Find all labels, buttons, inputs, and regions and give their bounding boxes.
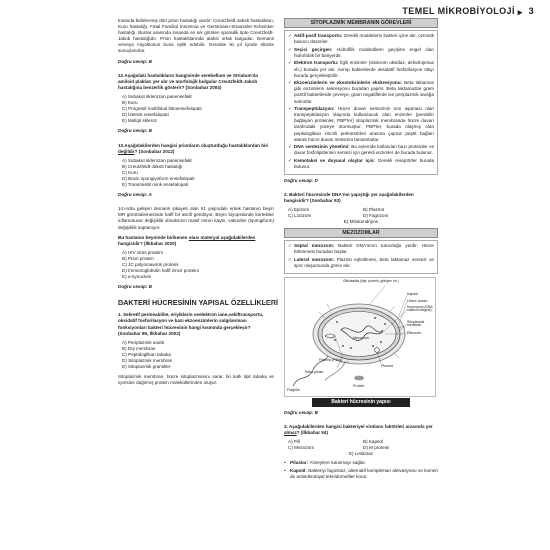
item-term: Kemotaksi ve duyusal olaylar için: [294, 157, 375, 163]
label-ribozom: Ribozom [407, 330, 422, 335]
option: A) HIV virüs proteini [122, 249, 163, 255]
label-glikokaliks: Glikokaliks (lipit, protein, glikojen vb.) [343, 278, 399, 283]
item-term: Septal mezozom: [294, 243, 335, 249]
question-1: 1. Sekretif permeabilite, eriyiklerin veelektron iane,sekiftransportu, oksidatif fosforilasyon ve bazı ekzoenzimlerin salgılanması fonksiyonları bakteri hücresinin hangi kısmında gerçekleşir? (Sonbahar 89, İlkbahar 2002) [118, 312, 264, 336]
question-12: 12.Aşağıdaki hastalıkların hangisinde serebellum ve Striatum'da amiloid plakları yer alır ve morfolojik bulgular Creutzfeldt-Jakob hastalığına benzerlik gösterir? (Sonbahar 2004) [118, 72, 258, 90]
option: C) Lizozom [288, 212, 312, 218]
label-plazmit: Plazmit [381, 363, 393, 368]
running-header [402, 6, 534, 16]
info-box [284, 30, 438, 174]
item-term: Lateral mezozom: [294, 256, 335, 262]
info-box-title: SİTOPLAZMİK MEMBRANIN GÖREVLERİ [284, 18, 438, 28]
membrane-shape [322, 311, 396, 356]
label-hucre-duvari: Hücre duvarı [407, 298, 428, 303]
question-2: 2. Bakteri hücresinde DNA'nın yapıştığı yer aşağıdakilerden hangisidir? (Sonbahar 92) [284, 191, 414, 203]
question-1-options [118, 340, 274, 370]
check-item [288, 33, 434, 45]
answer-line: Doğru cevap: B [118, 284, 152, 290]
question-source: hangisidir? (İlkbahar 2020) [118, 240, 177, 246]
item-term: Elektron transportu: [294, 60, 339, 66]
option: C) Peptidoglikan tabaka [122, 351, 171, 357]
item-term: Aktif-pasif transportu: [294, 33, 343, 39]
check-item [288, 106, 434, 143]
label-kromozom: Kromozom (DNA nükleoit bölgesi) [407, 304, 433, 313]
option: C) Kuru [122, 169, 138, 175]
option: A) Subakut sklerozan panensefalit [122, 157, 192, 163]
check-item [288, 158, 434, 170]
question-3-options [284, 439, 438, 451]
check-item [288, 80, 434, 104]
option: E) Multipl skleroz [122, 118, 157, 124]
question-source: ? (İlkbahar 94) [296, 429, 328, 435]
option: A) Pili [288, 438, 300, 444]
item-term: DNA sentezinin yönetimi: [294, 144, 350, 150]
item-desc: Gerekli reseptörler burada bulunur. [294, 157, 435, 169]
option: B) Creutzfeldt-Jakob hastalığı [122, 163, 183, 169]
option: A) Subakut sklerozan panensefalit [122, 93, 192, 99]
question-14-case: 14.Hızla gelişen demans şikayeti olan 61 yaşındaki erkek hastanın beyin MR görüntülemesinde hafif bir atrofi görülüyor. Beyin biyopsisinde kortekste inflamatuvar değişiklik olmaksızın masif nöron kaybı, vakuoller (spongiform) değişiklik saptanıyor. [118, 206, 274, 230]
intro-paragraph: İnsanda belirlenmiş dört prion hastalığı vardır: Creutzfeldt-Jakob hastalıkları, Kuru hastalığı, Fatal Familial İnsomnia ve Gerstmann-Straussler-Scheinker hastalığı. Bunlar arasında insanda en sık görülen sporadik tipte Creutzfeldt-Jakob hastalığıdır. Prion hastalıklarında ataksi ortak bulgudur. Demans ve/veya miyoklonus buna eşlik edebilir. Genelde iki yıl içinde ölümle sonuçlanırlar. [118, 18, 274, 54]
question-14-options [118, 250, 274, 280]
option: E) Lesitinaz [348, 451, 373, 457]
question-text: 3. Aşağıdakilerden hangisi bakteriyel virülans faktörleri arasında yer [284, 423, 433, 429]
option: A) Epizom [288, 206, 310, 212]
left-column [118, 18, 279, 390]
note-desc: Yüzeylere tutunmayı sağlar. [308, 460, 367, 466]
page-number: 3 [528, 6, 534, 16]
label-fimbria: Fimbria (Pilus) [319, 357, 343, 362]
question-12-options [118, 94, 274, 124]
label-flagella: Flagella [287, 387, 300, 392]
question-13-options [118, 158, 274, 188]
option: B) Kapsül [363, 438, 383, 444]
check-item [288, 257, 434, 269]
option: B) Dış membran [122, 345, 156, 351]
underlined-phrase: olası materyal aşağıdakilerden [188, 234, 256, 240]
item-term: Ekzoenzimlerin ve eksotoksinlerin ekskresyonu: [294, 80, 403, 86]
note-term: Piluslar: [290, 460, 309, 466]
item-desc: İlgili enzimler (sitokrom oksidaz, dehidrojenaz vb.) burada yer alır. Aerop bakterilerde oksidatif fosforilasyon ölayı burada gerçekleştirilir. [294, 60, 434, 78]
item-desc: Bu eylemde kullanılan bazı proteinler ve duvar fosfolipitlerinin sentezi için gerekli enzimler de burada bulunur. [294, 144, 434, 156]
triangle-right-icon: ▸ [517, 7, 523, 17]
note-item [284, 460, 438, 466]
right-column [284, 18, 438, 482]
question-text: 13.Aşağıdakilerden hangisi prionların oluşturduğu hastalıklardan biri [118, 142, 269, 148]
section-heading: BAKTERİ HÜCRESİNİN YAPISAL ÖZELLİKLERİ [118, 298, 279, 308]
note-term: Kapsül: [290, 467, 307, 473]
option: B) Prion protein [122, 255, 154, 261]
item-desc: Hidrofilik moleküllerin geçişine engel olan hidrofobik bir bariyerdir. [294, 46, 434, 58]
option: E) Sitoplazmik granüller [122, 364, 171, 370]
item-desc: Beta laktamaz gibi enzimlerin sekresyonu buradan yapılır. Beta laktamazlar gram pozitif bakterilerde çevreye, gram negatiflerde ise periplazmik aralığa salınırlar. [294, 80, 434, 104]
underlined-word: almaz [284, 429, 297, 435]
answer-line: Doğru cevap: B [118, 128, 152, 134]
check-item [288, 243, 434, 255]
option: C) Progresif multifokal lökoensefalopati [122, 106, 202, 112]
option: E) Mitokondriyon [343, 219, 379, 225]
protein-shape [354, 375, 364, 380]
option: D) M proteini [363, 445, 390, 451]
figure-caption: Bakteri hücresinin yapısı [312, 398, 410, 407]
mezozom-box-title: MEZOZOMLAR [284, 228, 438, 238]
note-desc: Bakteriyi fagositoz, alternatif kompleman aktivasyonu ve komen de antimikrobiyal tekrıldırmeltler korur. [290, 467, 438, 479]
answer-line: Doğru cevap: A [118, 192, 152, 198]
sex-pilus-shape [325, 362, 345, 380]
label-sitoplazmik-membran: Sitoplazmik membran [407, 319, 425, 328]
item-desc: Gerekli maddelerin bakteri içine alır, ozmotik basıncı düzenler. [294, 33, 435, 45]
mezozom-box [284, 240, 438, 273]
option: B) Kuru [122, 100, 138, 106]
item-term: Seçici geçirgen: [294, 46, 333, 52]
item-term: Transpeptidazyon: [294, 106, 335, 112]
answer-line: Doğru cevap: D [284, 177, 318, 183]
note-item [284, 468, 438, 480]
question-3 [284, 424, 438, 436]
option: C) JC polyomavirüs proteini [122, 262, 179, 267]
label-mezozom: Mezozom [353, 335, 369, 340]
underlined-word: değildir [118, 148, 135, 154]
item-desc: Plazmit eşletilmesi, beta laktamaz sentezi ve spor oluşumunda görev alır. [294, 256, 434, 268]
label-seks-pilusu: Seks pilusu [305, 369, 324, 374]
explanation-paragraph: Sitoplazmik membran, hücre sitoplazmasını sarar. İki katlı lipit tabaka ve içerisine dağılmış protein moleküllerinden oluşur. [118, 374, 274, 386]
question-14 [118, 235, 274, 247]
answer-line: Doğru cevap: B [118, 58, 152, 64]
option: E) α-synuclein [122, 274, 152, 280]
option: B) Plazmit [363, 206, 384, 212]
option: D) Fagozom [363, 212, 389, 218]
option: C) Mezozom [288, 445, 315, 451]
option: E) Transmisibl mink ensefalopati [122, 182, 189, 188]
option: D) İmmünoglobülin hafif zincir proteini [122, 268, 199, 274]
option: A) Periplazmik aralık [122, 339, 165, 345]
question-2-options [284, 207, 438, 219]
check-item [288, 144, 434, 156]
answer-line: Doğru cevap: B [284, 409, 318, 415]
option: D) İstemik ensefalopati [122, 112, 169, 118]
check-item [288, 60, 434, 78]
item-desc: Hücre duvarı sentezinin son aşaması olan transpeptidasyon olayında kullanılacak olan enzimler (penisilin bağlayan proteinler, PBP'ler) sitoplazmik membranda hücre duvarı tarafındaki yüzeye oturmuştur. PBP'ler, burada olaşmış olan peptidoglikan zincirli prekürsörleri arasına çapraz peptit bağları atarak hücre duvarı sentezini tamamlarlar. [294, 106, 434, 142]
label-protein: Protein [353, 383, 365, 388]
item-desc: Bakteri DNA'sının tutunduğu yerdir. Hücre bölünmesi buradan başlar. [294, 243, 434, 255]
question-source: ? (Sonbahar 2012) [134, 148, 175, 154]
option: D) Sitoplazmik membran [122, 358, 173, 364]
question-13 [118, 143, 274, 155]
question-text: Bu hastanın beyninde birikenen [118, 234, 189, 240]
bacterial-cell-diagram [284, 277, 436, 397]
book-title: TEMEL MİKROBİYOLOJİ [402, 6, 515, 16]
label-kapsul: Kapsül [407, 291, 418, 296]
option: D) Bovin spongiyoform ensefalopati [122, 175, 195, 181]
check-item [288, 47, 434, 59]
